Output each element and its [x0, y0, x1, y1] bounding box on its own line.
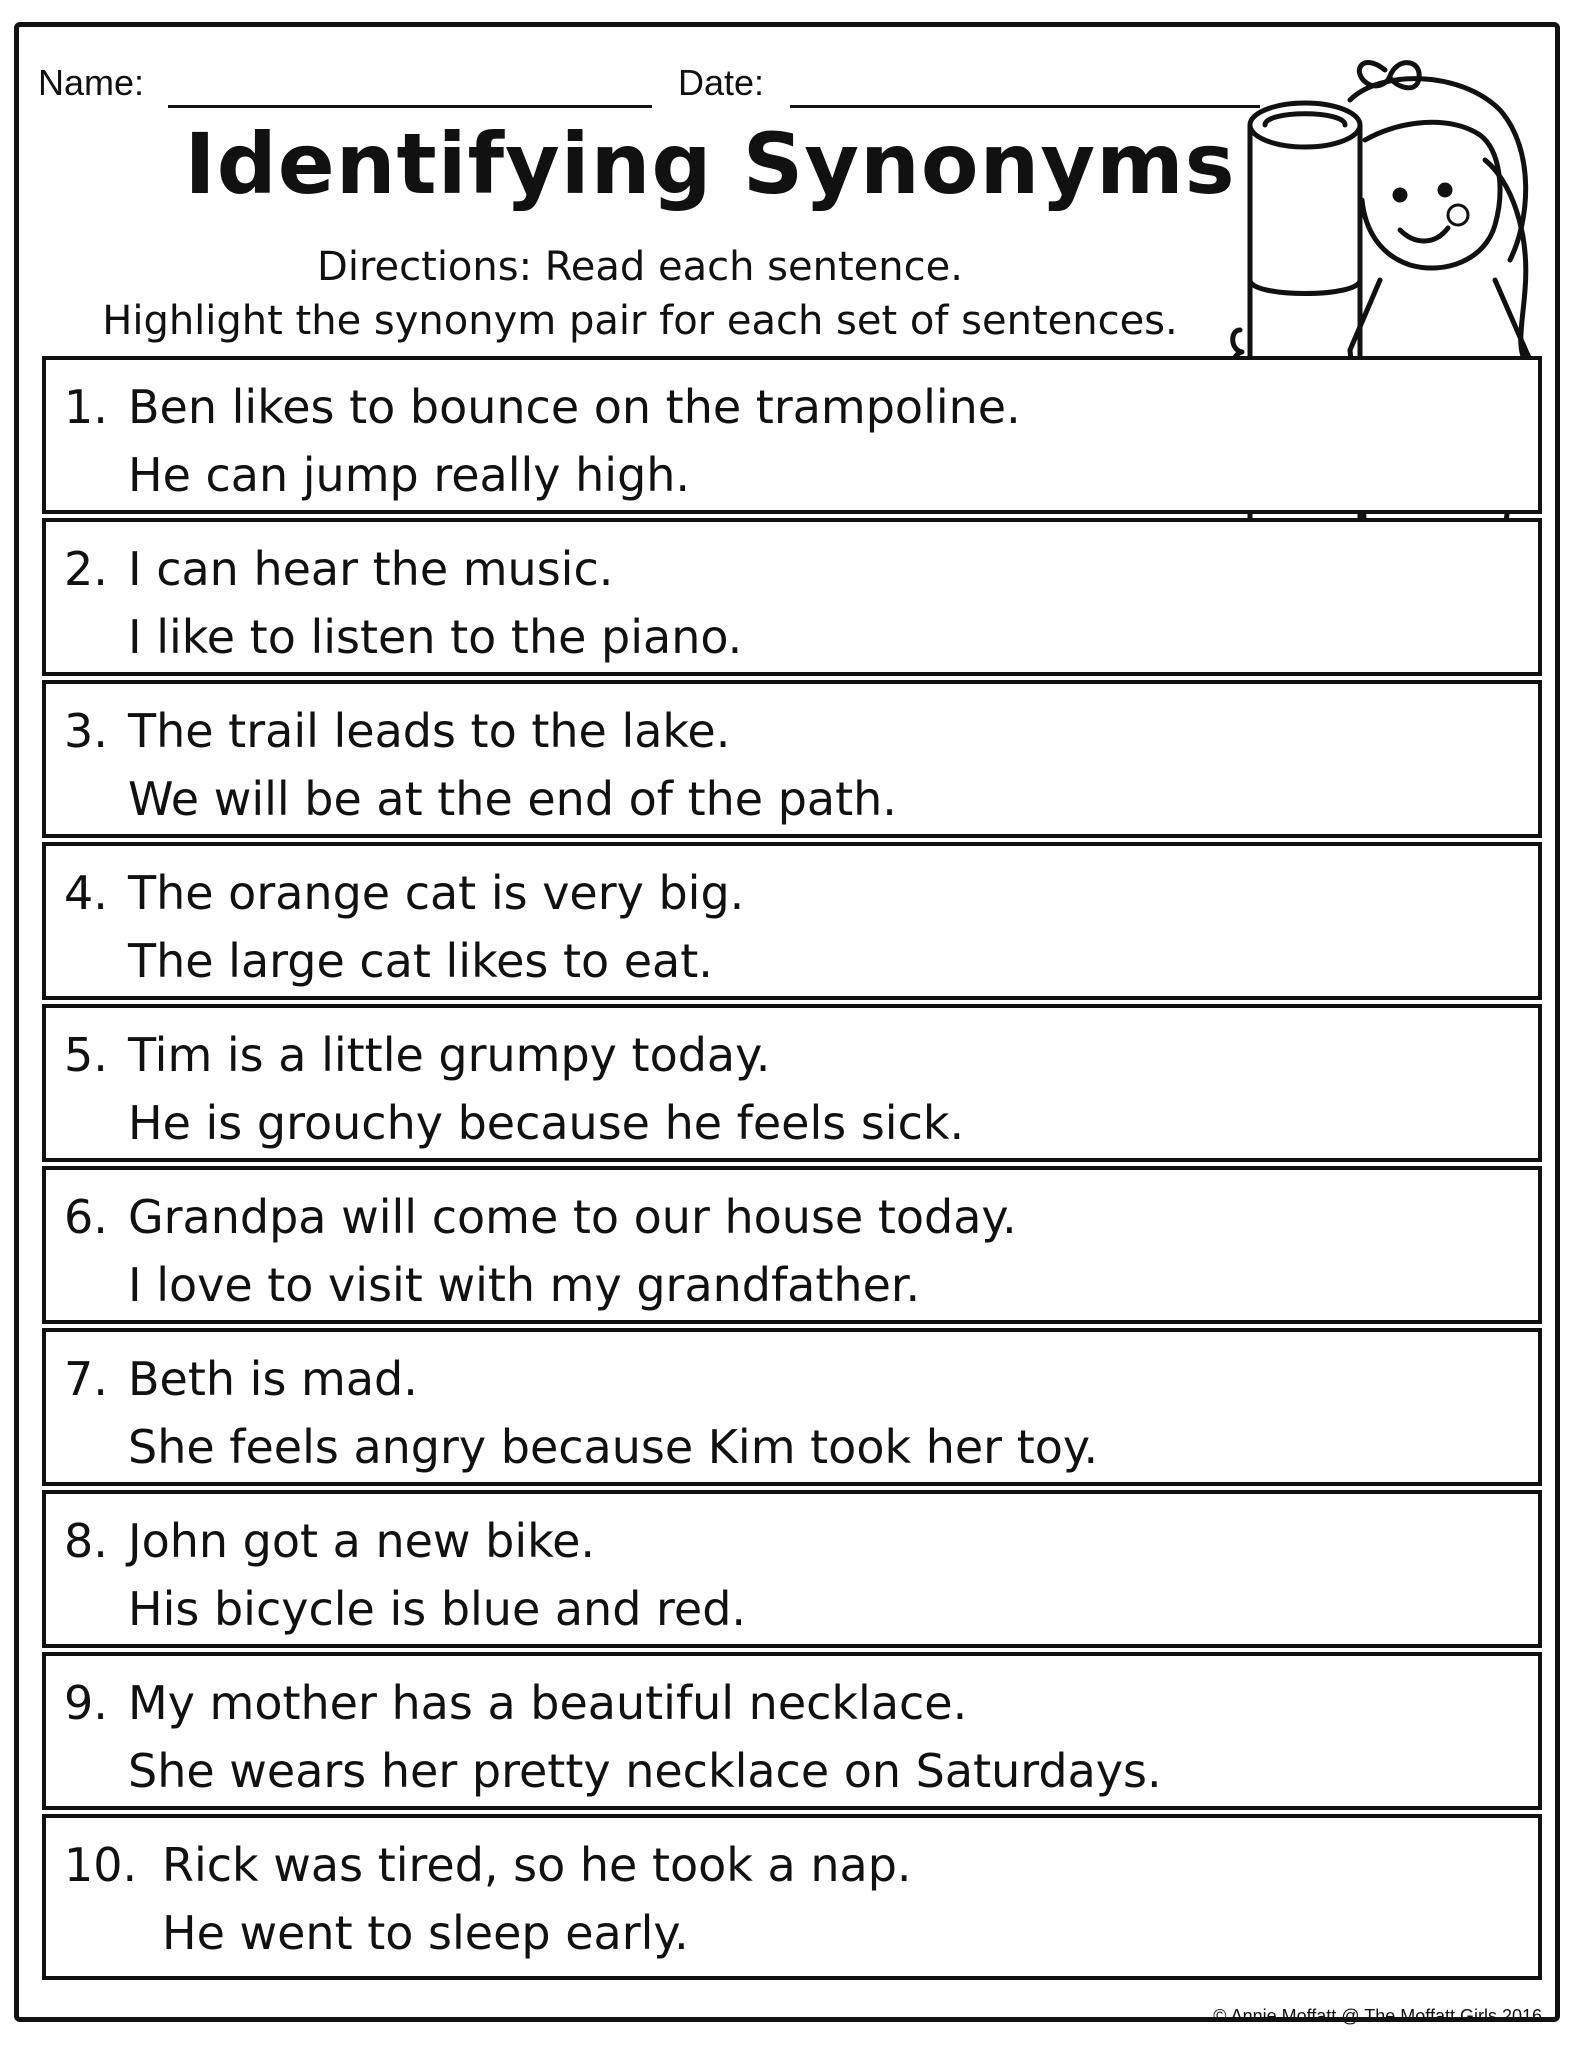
item-number: 9. [64, 1676, 108, 1730]
list-item [42, 1166, 1542, 1324]
directions-line-2: Highlight the synonym pair for each set of sentences. [102, 298, 1178, 344]
list-item [42, 842, 1542, 1000]
item-number: 7. [64, 1352, 108, 1406]
item-sentence-2[interactable]: He is grouchy because he feels sick. [128, 1096, 965, 1150]
item-number: 1. [64, 380, 108, 434]
list-item [42, 518, 1542, 676]
item-sentence-1[interactable]: Ben likes to bounce on the trampoline. [128, 380, 1021, 434]
item-sentence-1[interactable]: John got a new bike. [128, 1514, 596, 1568]
item-number: 5. [64, 1028, 108, 1082]
item-sentence-2[interactable]: We will be at the end of the path. [128, 772, 897, 826]
name-field-line[interactable] [168, 105, 652, 108]
date-field-line[interactable] [790, 105, 1260, 108]
item-sentence-2[interactable]: The large cat likes to eat. [128, 934, 713, 988]
item-number: 3. [64, 704, 108, 758]
item-sentence-1[interactable]: Rick was tired, so he took a nap. [162, 1838, 912, 1892]
item-sentence-2[interactable]: She wears her pretty necklace on Saturdays. [128, 1744, 1162, 1798]
copyright-credit: © Annie Moffatt @ The Moffatt Girls 2016 [1213, 2006, 1542, 2026]
name-label: Name: [38, 62, 145, 103]
item-sentence-1[interactable]: Beth is mad. [128, 1352, 418, 1406]
item-sentence-1[interactable]: Grandpa will come to our house today. [128, 1190, 1017, 1244]
item-sentence-2[interactable]: He can jump really high. [128, 448, 691, 502]
list-item [42, 1328, 1542, 1486]
date-label: Date: [678, 62, 765, 103]
item-number: 10. [64, 1838, 138, 1892]
item-sentence-1[interactable]: Tim is a little grumpy today. [128, 1028, 771, 1082]
item-sentence-2[interactable]: She feels angry because Kim took her toy. [128, 1420, 1099, 1474]
worksheet-title: Identifying Synonyms [184, 115, 1236, 213]
list-item [42, 680, 1542, 838]
item-sentence-1[interactable]: The orange cat is very big. [128, 866, 745, 920]
item-sentence-1[interactable]: My mother has a beautiful necklace. [128, 1676, 968, 1730]
directions-line-1: Directions: Read each sentence. [317, 244, 963, 290]
list-item [42, 1814, 1542, 1980]
item-number: 8. [64, 1514, 108, 1568]
directions [40, 240, 1240, 348]
item-sentence-2[interactable]: He went to sleep early. [162, 1906, 689, 1960]
list-item [42, 1490, 1542, 1648]
item-number: 6. [64, 1190, 108, 1244]
item-sentence-2[interactable]: I like to listen to the piano. [128, 610, 743, 664]
item-sentence-2[interactable]: His bicycle is blue and red. [128, 1582, 747, 1636]
list-item [42, 1004, 1542, 1162]
item-number: 4. [64, 866, 108, 920]
item-number: 2. [64, 542, 108, 596]
item-sentence-1[interactable]: The trail leads to the lake. [128, 704, 731, 758]
list-item [42, 1652, 1542, 1810]
item-sentence-2[interactable]: I love to visit with my grandfather. [128, 1258, 921, 1312]
list-item [42, 356, 1542, 514]
item-sentence-1[interactable]: I can hear the music. [128, 542, 614, 596]
